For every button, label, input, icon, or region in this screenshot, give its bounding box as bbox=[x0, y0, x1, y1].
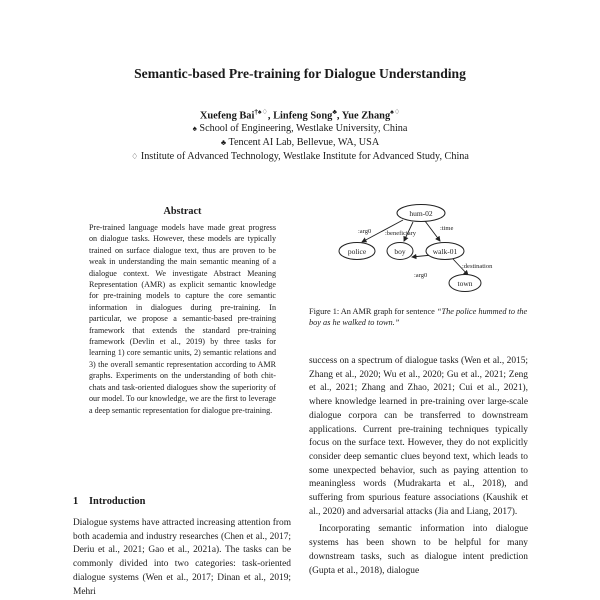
figure-caption bbox=[309, 306, 528, 329]
right-paragraph-1: success on a spectrum of dialogue tasks (Wen et al., 2015; Zhang et al., 2020; Wu et al., 2020; Gu et al., 2021; Zeng et al., 2021; Zhang and Zhao, 2021; Cui et al., 2021), where knowledge learned in pre-training over large-scale dialogue corpora can be transferred to downstream applications. Current pre-training techniques typically focus on the surface text. However, they do not explicitly consider deep semantic clues beyond text, which leads to some unexpected behavior, such as paying attention to meaningless words (Mudrakarta et al., 2018), and suffering from spurious feature associations (Kaushik et al., 2020) and adversarial attacks (Jia and Liang, 2017). bbox=[309, 356, 528, 517]
intro-paragraph bbox=[73, 517, 291, 599]
node-police-label: police bbox=[347, 247, 367, 256]
affiliation-text-2: Tencent AI Lab, Bellevue, WA, USA bbox=[228, 137, 380, 148]
caption-quote: “The police hummed to the boy as he walked to town.” bbox=[309, 307, 528, 328]
affiliation-symbol-3: ♢ bbox=[131, 152, 139, 161]
section-heading-introduction bbox=[73, 496, 145, 507]
edge-label-arg0-top: :arg0 bbox=[358, 228, 372, 235]
edge-label-time: :time bbox=[440, 225, 454, 232]
affiliation-3 bbox=[0, 150, 600, 163]
right-paragraph-2: Incorporating semantic information into dialogue systems has been shown to be helpful for many downstream tasks, such as dialogue intent prediction (Gupta et al., 2018), dialogue bbox=[309, 524, 528, 576]
author-marks-3: ♠♢ bbox=[390, 108, 401, 116]
author-name-2: Linfeng Song bbox=[273, 110, 333, 122]
affiliation-text-1: School of Engineering, Westlake University, China bbox=[199, 123, 408, 134]
affiliation-text-3: Institute of Advanced Technology, Westlake Institute for Advanced Study, China bbox=[140, 151, 469, 162]
affiliation-1 bbox=[0, 122, 600, 135]
amr-graph-figure bbox=[300, 196, 510, 296]
node-town-label: town bbox=[457, 279, 473, 288]
affiliation-symbol-2: ♣ bbox=[220, 138, 227, 147]
abstract-text: Pre-trained language models have made great progress on dialogue tasks. However, these models are typically trained on surface dialogue text, thus are proven to be weak in understanding the main semantic meaning of a dialogue context. We investigate Abstract Meaning Representation (AMR) as explicit semantic knowledge for pre-training models to capture the core semantic information in dialogues during pre-training. In particular, we propose a semantic-based pre-training framework that extends the standard pre-training framework (Devlin et al., 2019) by three tasks for learning 1) core semantic units, 2) semantic relations and 3) the overall semantic representation according to AMR graphs. Experiments on the understanding of both chit-chats and task-oriented dialogues show the superiority of our model. To our knowledge, we are the first to leverage a deep semantic representation for dialogue pre-training. bbox=[89, 223, 276, 415]
section-title: Introduction bbox=[89, 496, 146, 507]
intro-text: Dialogue systems have attracted increasing attention from both academia and industry researches (Chen et al., 2017; Deriu et al., 2021; Gao et al., 2021a). The tasks can be commonly divided into two categories: task-oriented dialogue systems (Wen et al., 2017; Dinan et al., 2019; Mehri bbox=[73, 518, 291, 597]
author-sep-1: , bbox=[267, 110, 274, 122]
author-marks-2: ♣ bbox=[332, 108, 337, 116]
node-boy-label: boy bbox=[394, 247, 406, 256]
author-line bbox=[0, 107, 600, 121]
affiliation-2 bbox=[0, 136, 600, 149]
abstract-heading: Abstract bbox=[163, 206, 202, 217]
affiliation-symbol-1: ♠ bbox=[192, 124, 197, 133]
author-name-1: Xuefeng Bai bbox=[199, 110, 255, 122]
author-sep-2: , bbox=[336, 110, 342, 122]
author-name-3: Yue Zhang bbox=[341, 110, 391, 122]
caption-prefix: Figure 1: An AMR graph for sentence bbox=[309, 307, 437, 316]
node-hum-label: hum-02 bbox=[409, 209, 433, 218]
paper-title: Semantic-based Pre-training for Dialogue Understanding bbox=[134, 66, 466, 81]
edge-label-beneficiary: :beneficiary bbox=[385, 230, 417, 237]
edge-hum-walk bbox=[425, 221, 440, 241]
edge-label-destination: :destination bbox=[462, 263, 493, 270]
author-marks-1: †♠♢ bbox=[254, 108, 268, 116]
right-column-text bbox=[309, 355, 528, 578]
edge-label-arg0-low: :arg0 bbox=[414, 272, 428, 279]
node-walk-label: walk-01 bbox=[432, 247, 458, 256]
section-number: 1 bbox=[73, 496, 79, 507]
